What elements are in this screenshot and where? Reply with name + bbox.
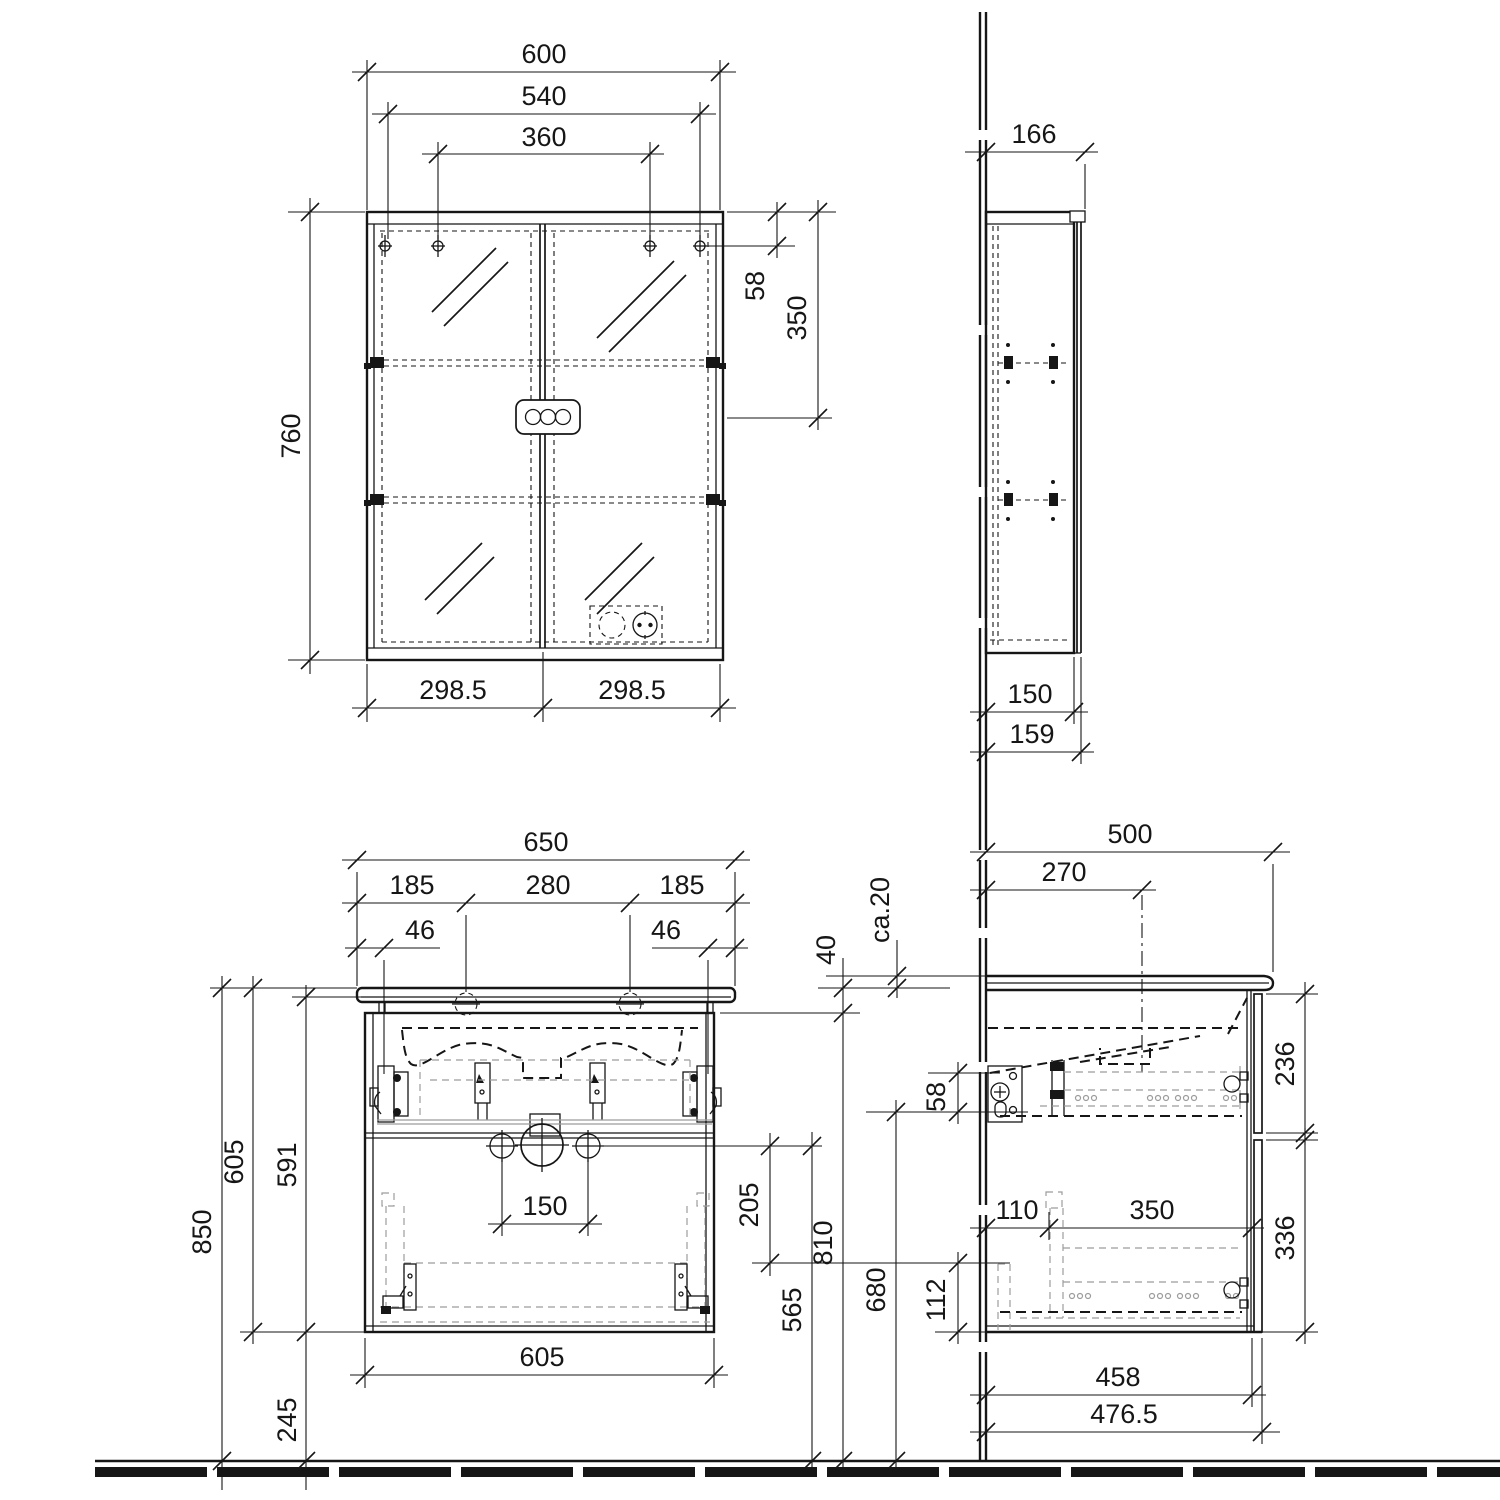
- dim-label-carcass-height: 605: [219, 1139, 249, 1185]
- dim-label-outlet-drop: 205: [734, 1182, 764, 1228]
- mirror-side-outline: [986, 212, 1074, 653]
- lower-drawer-front-side: [1254, 1140, 1262, 1332]
- dim-label-upper-front: 236: [1270, 1041, 1300, 1087]
- dim-label-tap-center: 280: [525, 870, 571, 900]
- dim-label-depth-incl-top: 476.5: [1090, 1399, 1158, 1429]
- basin-profile-dashed-side: [988, 998, 1247, 1073]
- tap-hole-icon: [452, 993, 644, 1015]
- dim-label-basin-width: 650: [523, 827, 569, 857]
- shelf-clip-side-icon: [1004, 343, 1058, 521]
- dim-label-total-height: 850: [187, 1209, 217, 1255]
- drawer-bracket-right-icon: [683, 1066, 721, 1122]
- dim-label-mirror-door-right: 298.5: [598, 675, 666, 705]
- mirror-front-dimensions: [288, 60, 836, 722]
- dim-label-fixing-left: 46: [404, 915, 436, 945]
- dim-label-slide-length: 350: [1129, 1195, 1175, 1225]
- door-hinge-plate-icon: [516, 400, 580, 434]
- wall-bracket-icon: [988, 1066, 1022, 1122]
- dim-label-drain-offset: 270: [1041, 857, 1087, 887]
- vanity-front-dimensions: [210, 851, 1028, 1490]
- slide-holes-upper-icon: [1076, 1096, 1237, 1101]
- drain-hole-icon: [515, 1118, 569, 1172]
- basin-underside-dashed: [402, 1028, 698, 1078]
- dim-label-mirror-carcass-depth: 150: [1007, 679, 1053, 709]
- dim-label-tap-right: 185: [659, 870, 705, 900]
- vanity-front-view: [187, 827, 1028, 1490]
- dim-label-outlet-spacing: 150: [522, 1191, 568, 1221]
- dim-label-mirror-depth: 166: [1011, 119, 1057, 149]
- socket-cutout-icon: [590, 606, 662, 644]
- dim-label-carcass-depth: 458: [1095, 1362, 1141, 1392]
- vanity-side-view: [970, 819, 1318, 1444]
- dim-label-mirror-350: 350: [782, 295, 812, 341]
- dim-label-recess-height: 112: [921, 1278, 951, 1322]
- dim-label-tap-left: 185: [389, 870, 435, 900]
- vanity-carcass-outline: [365, 1013, 714, 1332]
- dim-label-mirror-height: 760: [276, 413, 306, 459]
- dim-label-bracket-height: 680: [861, 1267, 891, 1313]
- dim-label-rear-clearance: 110: [995, 1195, 1039, 1225]
- dim-label-carcass-width: 605: [519, 1342, 565, 1372]
- dim-label-floor-clearance: 245: [272, 1397, 302, 1443]
- dim-label-lower-front: 336: [1270, 1215, 1300, 1261]
- drawer-rail-icons: [475, 1063, 605, 1136]
- dim-label-basin-thickness: 40: [811, 934, 841, 966]
- slide-holes-lower-icon: [1070, 1294, 1239, 1299]
- dim-label-mirror-fixing-inner: 360: [521, 122, 567, 152]
- dim-label-bracket-drop: 58: [921, 1081, 951, 1113]
- upper-drawer-front-side: [1254, 994, 1262, 1133]
- dim-label-mirror-fixing-width: 540: [521, 81, 567, 111]
- dim-label-mirror-door-depth: 159: [1009, 719, 1055, 749]
- dim-label-wall-gap: ca.20: [865, 876, 895, 944]
- vanity-side-dimensions: [970, 843, 1318, 1444]
- fixing-screw-icon: [378, 235, 707, 257]
- dim-label-mirror-width: 600: [521, 39, 567, 69]
- washbasin-top: [357, 988, 735, 1002]
- dim-label-basin-height: 810: [808, 1220, 838, 1266]
- mirror-cabinet-front-view: [276, 39, 836, 722]
- outlet-hole-icons: [486, 1130, 604, 1162]
- dim-label-front-height: 591: [272, 1142, 302, 1188]
- dim-label-depth: 500: [1107, 819, 1153, 849]
- dim-label-outlet-height: 565: [777, 1287, 807, 1333]
- dim-label-mirror-58: 58: [740, 270, 770, 302]
- drawer-bracket-left-icon: [370, 1066, 408, 1122]
- dim-label-mirror-door-left: 298.5: [419, 675, 487, 705]
- dim-label-fixing-right: 46: [650, 915, 682, 945]
